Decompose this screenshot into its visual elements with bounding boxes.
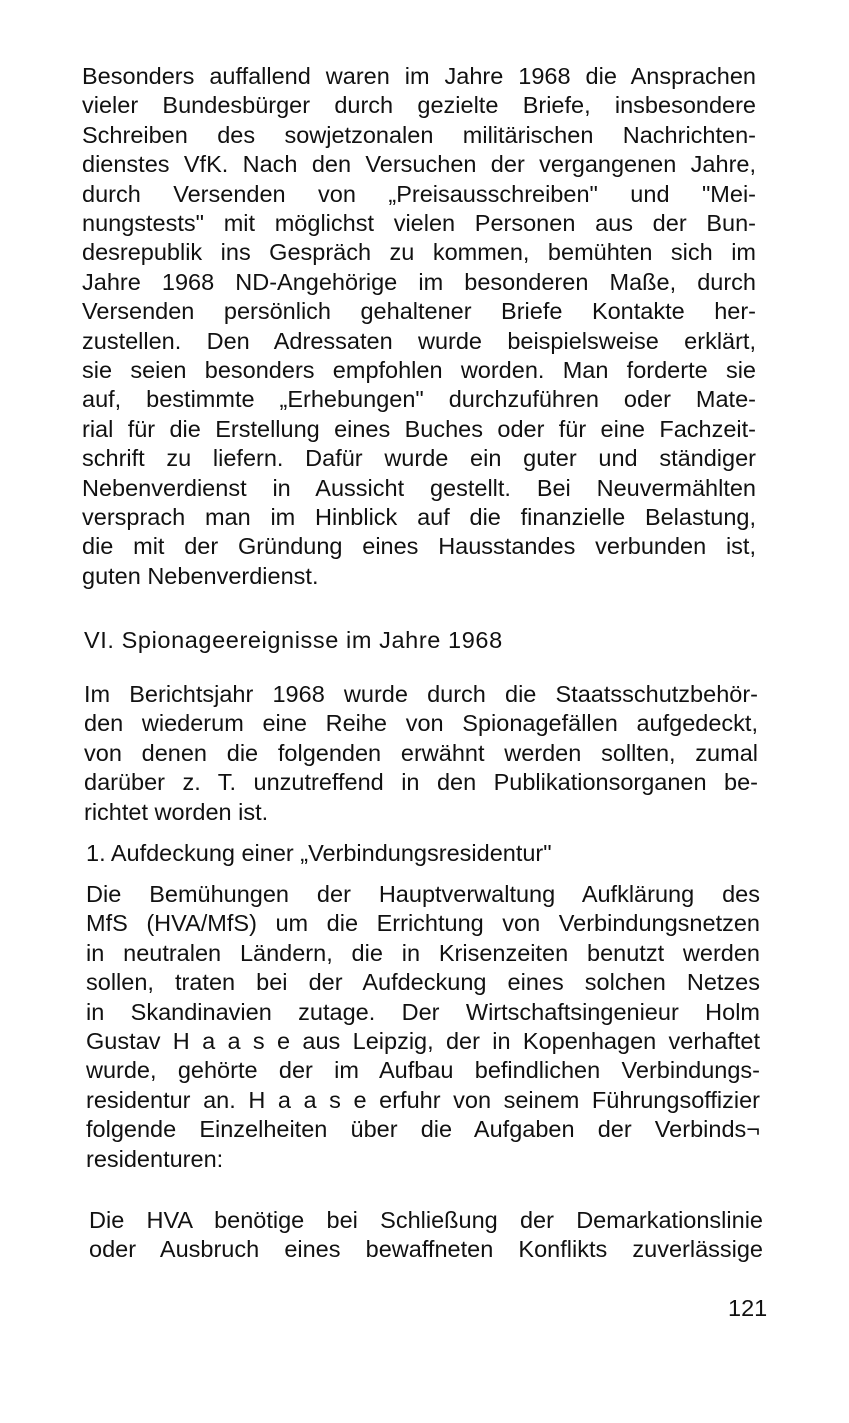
paragraph-line: zustellen. Den Adressaten wurde beispielsweise erklärt,: [82, 327, 756, 354]
paragraph-line: auf, bestimmte „Erhebungen" durchzuführen oder Mate-: [82, 386, 756, 413]
paragraph-line: folgende Einzelheiten über die Aufgaben der Verbinds¬: [86, 1116, 760, 1143]
paragraph-line: residentur an. H a a s e erfuhr von seinem Führungsoffizier: [86, 1086, 760, 1113]
paragraph-line: wurde, gehörte der im Aufbau befindlichen Verbindungs-: [86, 1057, 760, 1084]
paragraph-line: Die Bemühungen der Hauptverwaltung Aufklärung des: [86, 881, 760, 907]
paragraph-line: MfS (HVA/MfS) um die Errichtung von Verbindungsnetzen: [86, 910, 760, 937]
paragraph-line: von denen die folgenden erwähnt werden sollten, zumal: [84, 739, 758, 766]
paragraph-line: den wiederum eine Reihe von Spionagefällen aufgedeckt,: [84, 710, 758, 737]
paragraph-line: versprach man im Hinblick auf die finanzielle Belastung,: [82, 504, 756, 530]
paragraph-line: oder Ausbruch eines bewaffneten Konflikts zuverlässige: [89, 1236, 763, 1263]
paragraph-line: darüber z. T. unzutreffend in den Publikationsorganen be-: [84, 769, 758, 796]
paragraph-line: in neutralen Ländern, die in Krisenzeiten benutzt werden: [86, 939, 760, 966]
paragraph-line: rial für die Erstellung eines Buches oder für eine Fachzeit-: [82, 415, 756, 442]
paragraph-line: nungstests" mit möglichst vielen Personen aus der Bun-: [82, 210, 756, 236]
paragraph-line: durch Versenden von „Preisausschreiben" und "Mei-: [82, 180, 756, 207]
paragraph-line: in Skandinavien zutage. Der Wirtschaftsingenieur Holm: [86, 998, 760, 1025]
paragraph-line: Besonders auffallend waren im Jahre 1968 die Ansprachen: [82, 63, 756, 89]
paragraph-line: vieler Bundesbürger durch gezielte Briefe, insbesondere: [82, 92, 756, 119]
paragraph-line: Nebenverdienst in Aussicht gestellt. Bei Neuvermählten: [82, 474, 756, 501]
paragraph-line: die mit der Gründung eines Hausstandes verbunden ist,: [82, 533, 756, 560]
paragraph-line: Im Berichtsjahr 1968 wurde durch die Staatsschutzbehör-: [84, 681, 758, 707]
paragraph-line: sollen, traten bei der Aufdeckung eines solchen Netzes: [86, 969, 760, 996]
paragraph-line: Schreiben des sowjetzonalen militärischen Nachrichten-: [82, 121, 756, 148]
paragraph-line: dienstes VfK. Nach den Versuchen der vergangenen Jahre,: [82, 151, 756, 178]
paragraph-line: schrift zu liefern. Dafür wurde ein guter und ständiger: [82, 445, 756, 472]
paragraph-line: Gustav H a a s e aus Leipzig, der in Kopenhagen verhaftet: [86, 1028, 760, 1054]
subsection-heading: 1. Aufdeckung einer „Verbindungsresidentur": [86, 840, 552, 866]
paragraph-line: residenturen:: [86, 1145, 224, 1172]
section-heading: VI. Spionageereignisse im Jahre 1968: [84, 627, 503, 653]
paragraph-line: guten Nebenverdienst.: [82, 562, 319, 589]
paragraph-line: sie seien besonders empfohlen worden. Man forderte sie: [82, 357, 756, 383]
paragraph-line: richtet worden ist.: [84, 798, 269, 825]
paragraph-line: Die HVA benötige bei Schließung der Demarkationslinie: [89, 1207, 763, 1233]
paragraph-line: Versenden persönlich gehaltener Briefe Kontakte her-: [82, 298, 756, 325]
page-number: 121: [728, 1295, 768, 1321]
paragraph-line: Jahre 1968 ND-Angehörige im besonderen Maße, durch: [82, 268, 756, 295]
paragraph-line: desrepublik ins Gespräch zu kommen, bemühten sich im: [82, 239, 756, 266]
